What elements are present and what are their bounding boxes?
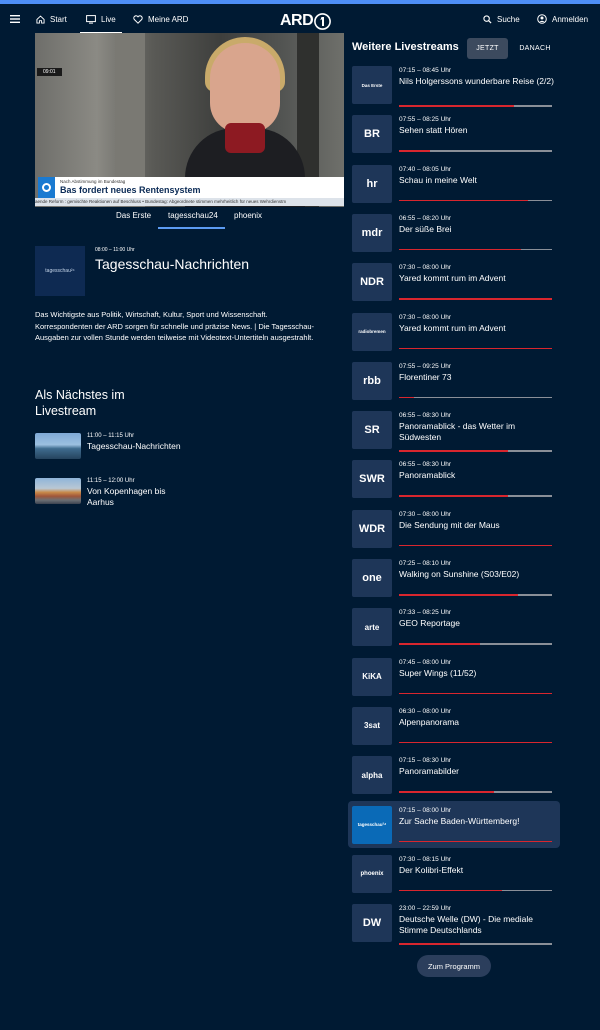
next-item-thumbnail xyxy=(35,433,81,459)
channel-logo: arte xyxy=(352,608,392,646)
progress-fill xyxy=(399,495,508,497)
program-time: 08:00 – 11:00 Uhr xyxy=(95,247,135,253)
channel-logo: alpha xyxy=(352,756,392,794)
livestream-title: Nils Holgerssons wunderbare Reise (2/2) xyxy=(399,76,554,86)
progress-fill xyxy=(399,348,552,350)
heart-icon xyxy=(133,15,143,24)
livestream-time: 07:30 – 08:00 Uhr xyxy=(399,264,452,272)
progress-bar xyxy=(399,495,552,497)
tab-active-indicator xyxy=(158,227,225,229)
progress-bar xyxy=(399,890,552,892)
livestream-time: 07:25 – 08:10 Uhr xyxy=(399,560,452,567)
livestream-item[interactable] xyxy=(348,751,560,798)
channel-tabs xyxy=(35,207,344,229)
livestream-title: Florentiner 73 xyxy=(399,371,452,382)
livestream-item[interactable] xyxy=(348,653,560,700)
program-guide-button[interactable]: Zum Programm xyxy=(417,955,491,977)
livestream-title: Die Sendung mit der Maus xyxy=(399,519,500,530)
channel-logo: one xyxy=(352,559,392,597)
livestream-time: 06:55 – 08:30 Uhr xyxy=(399,412,452,420)
livestream-item[interactable] xyxy=(348,801,560,848)
tv-icon xyxy=(86,15,96,24)
nav-my-ard[interactable] xyxy=(133,4,188,34)
channel-logo: SR xyxy=(352,411,392,449)
progress-bar xyxy=(399,249,552,251)
channel-logo: 3sat xyxy=(352,707,392,745)
channel-logo: phoenix xyxy=(352,855,392,893)
channel-logo: tagesschau²⁴ xyxy=(35,246,85,296)
progress-bar xyxy=(399,150,552,152)
channel-logo: mdr xyxy=(352,214,392,252)
tagesschau-bug-icon xyxy=(38,177,55,198)
livestream-title: Alpenpanorama xyxy=(399,716,460,727)
next-heading: Als Nächstes im Livestream xyxy=(35,388,125,418)
progress-bar xyxy=(399,594,552,596)
livestream-time: 07:33 – 08:25 Uhr xyxy=(399,609,452,617)
channel-logo: NDR xyxy=(352,263,392,301)
livestream-item[interactable] xyxy=(348,455,560,502)
livestream-item[interactable] xyxy=(348,603,560,650)
search-button[interactable] xyxy=(483,4,520,34)
ard-one-icon xyxy=(314,13,331,30)
channel-logo: tagesschau²⁴ xyxy=(352,806,392,844)
progress-bar xyxy=(399,943,552,945)
progress-bar xyxy=(399,693,552,695)
next-item[interactable] xyxy=(35,433,335,469)
livestream-item[interactable] xyxy=(348,850,560,897)
progress-fill xyxy=(399,594,518,596)
nav-live[interactable] xyxy=(86,4,116,34)
progress-fill xyxy=(399,643,480,645)
channel-logo: hr xyxy=(352,165,392,203)
livestream-title: Walking on Sunshine (S03/E02) xyxy=(399,569,520,579)
livestream-title: Super Wings (11/52) xyxy=(399,667,477,678)
livestream-item[interactable] xyxy=(348,209,560,256)
livestream-title: GEO Reportage xyxy=(399,618,460,629)
livestream-item[interactable] xyxy=(348,505,560,552)
next-item-thumbnail xyxy=(35,478,81,504)
progress-bar xyxy=(399,200,552,202)
livestream-time: 23:00 – 22:59 Uhr xyxy=(399,905,452,913)
livestream-time: 07:45 – 08:00 Uhr xyxy=(399,658,452,666)
progress-fill xyxy=(399,150,430,152)
progress-bar xyxy=(399,397,552,399)
progress-bar xyxy=(399,841,552,843)
livestream-item[interactable] xyxy=(348,110,560,157)
channel-logo: DW xyxy=(352,904,392,942)
video-player[interactable] xyxy=(35,33,344,207)
next-button[interactable]: DANACH xyxy=(519,45,551,52)
progress-fill xyxy=(399,249,521,251)
news-ticker: aende Reform : gemischte Reaktionen auf Beschluss • Bundestag: Abgeordnete stimmen mehrheitlich für neues Wehrdienstm xyxy=(35,198,344,206)
header xyxy=(0,4,600,34)
progress-bar xyxy=(399,348,552,350)
login-button[interactable] xyxy=(537,4,588,34)
livestream-time: 07:55 – 08:25 Uhr xyxy=(399,116,452,124)
tab-phoenix[interactable]: phoenix xyxy=(234,211,263,220)
livestream-time: 06:55 – 08:30 Uhr xyxy=(399,461,452,469)
login-label: Anmelden xyxy=(552,14,589,24)
livestream-time: 07:30 – 08:15 Uhr xyxy=(399,855,452,863)
livestream-time: 07:55 – 09:25 Uhr xyxy=(399,362,452,370)
livestream-title: Sehen statt Hören xyxy=(399,125,468,136)
livestream-title: Der Kolibri-Effekt xyxy=(399,864,464,875)
livestream-title: Yared kommt rum im Advent xyxy=(399,273,506,284)
livestream-title: Panoramablick - das Wetter im Südwesten xyxy=(399,421,516,443)
next-item-time: 11:00 – 11:15 Uhr xyxy=(87,433,135,439)
livestream-time: 07:15 – 08:00 Uhr xyxy=(399,806,452,814)
program-title: Tagesschau-Nachrichten xyxy=(95,256,250,272)
livestream-item[interactable] xyxy=(348,406,560,453)
nav-my-ard-label: Meine ARD xyxy=(148,14,189,24)
livestream-time: 07:15 – 08:45 Uhr xyxy=(399,67,452,74)
home-icon xyxy=(36,15,45,24)
nav-start-label: Start xyxy=(50,14,67,24)
progress-fill xyxy=(399,890,502,892)
progress-fill xyxy=(399,105,514,107)
livestream-item[interactable] xyxy=(348,702,560,749)
livestreams-heading: Weitere Livestreams xyxy=(352,41,459,53)
video-timecode: 09:01 xyxy=(37,68,62,76)
progress-bar xyxy=(399,643,552,645)
livestream-title: Yared kommt rum im Advent xyxy=(399,322,506,333)
progress-fill xyxy=(399,693,552,695)
progress-bar xyxy=(399,298,552,300)
search-icon xyxy=(483,15,492,24)
livestream-item[interactable] xyxy=(348,554,560,601)
livestream-title: Panoramablick xyxy=(399,470,456,481)
channel-logo: WDR xyxy=(352,510,392,548)
livestream-item[interactable] xyxy=(348,61,560,108)
livestream-title: Deutsche Welle (DW) - Die mediale Stimme Deutschlands xyxy=(399,914,533,936)
progress-fill xyxy=(399,450,508,452)
channel-logo: radiobremen xyxy=(352,313,392,351)
livestream-time: 06:30 – 08:00 Uhr xyxy=(399,707,452,715)
progress-fill xyxy=(399,545,552,547)
livestream-time: 06:55 – 08:20 Uhr xyxy=(399,214,452,222)
user-icon xyxy=(537,14,547,24)
livestream-time: 07:40 – 08:05 Uhr xyxy=(399,165,452,173)
lower-third-kicker: Nach Abstimmung im Bundestag xyxy=(60,179,126,184)
tab-tagesschau24[interactable]: tagesschau24 xyxy=(168,211,218,220)
ard-logo-text: ARD xyxy=(280,12,314,29)
progress-bar xyxy=(399,105,552,107)
channel-logo: rbb xyxy=(352,362,392,400)
lower-third xyxy=(52,177,344,198)
program-description: Das Wichtigste aus Politik, Wirtschaft, Kultur, Sport und Wissenschaft. Korrespondenten der ARD sorgen für schnelle und präzise News. | Die Tagesschau-Ausgaben zur vollen Stunde werden teilweise mit Videotext-Untertiteln ausgestrahlt. xyxy=(35,310,315,342)
progress-bar xyxy=(399,791,552,793)
now-button[interactable]: JETZT xyxy=(467,38,508,59)
progress-fill xyxy=(399,742,552,744)
progress-bar xyxy=(399,450,552,452)
livestream-item[interactable] xyxy=(348,258,560,305)
next-item-title: Tagesschau-Nachrichten xyxy=(87,441,181,451)
channel-logo: BR xyxy=(352,115,392,153)
search-label: Suche xyxy=(497,14,520,24)
menu-icon[interactable] xyxy=(10,4,25,34)
livestream-title: Panoramabilder xyxy=(399,766,460,777)
livestream-time: 07:15 – 08:30 Uhr xyxy=(399,757,452,765)
livestream-item[interactable] xyxy=(348,899,560,946)
livestream-item[interactable] xyxy=(348,308,560,355)
next-item-title: Von Kopenhagen bis Aarhus xyxy=(87,486,166,507)
livestream-title: Der süße Brei xyxy=(399,223,452,234)
channel-logo: KiKA xyxy=(352,658,392,696)
progress-fill xyxy=(399,298,552,300)
progress-fill xyxy=(399,200,528,202)
nav-live-label: Live xyxy=(101,14,116,24)
next-item-time: 11:15 – 12:00 Uhr xyxy=(87,478,135,484)
channel-logo: SWR xyxy=(352,460,392,498)
channel-logo: Das Erste xyxy=(352,66,392,104)
livestream-time: 07:30 – 08:00 Uhr xyxy=(399,510,452,518)
progress-fill xyxy=(399,841,552,843)
progress-fill xyxy=(399,791,494,793)
progress-bar xyxy=(399,742,552,744)
next-item[interactable] xyxy=(35,478,335,514)
livestream-item[interactable] xyxy=(348,357,560,404)
livestream-time: 07:30 – 08:00 Uhr xyxy=(399,313,452,321)
progress-fill xyxy=(399,943,460,945)
ard-logo[interactable] xyxy=(280,8,331,34)
nav-start[interactable] xyxy=(36,4,67,34)
livestream-title: Schau in meine Welt xyxy=(399,174,477,185)
livestream-title: Zur Sache Baden-Württemberg! xyxy=(399,815,520,826)
progress-bar xyxy=(399,545,552,547)
livestream-item[interactable] xyxy=(348,160,560,207)
progress-fill xyxy=(399,397,414,399)
tab-das-erste[interactable]: Das Erste xyxy=(116,211,152,220)
lower-third-title: Bas fordert neues Rentensystem xyxy=(60,185,201,195)
